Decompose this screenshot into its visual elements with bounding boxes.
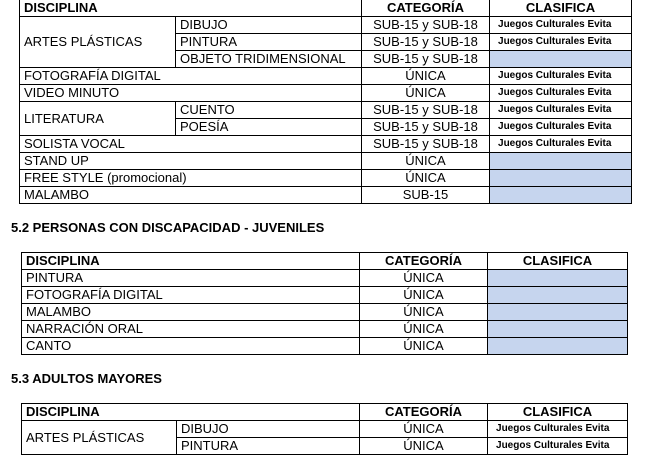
categoria-cell: SUB-15 y SUB-18 [362, 34, 490, 51]
discipline-artes-plasticas: ARTES PLÁSTICAS [20, 17, 176, 68]
discipline-name: FOTOGRAFÍA DIGITAL [22, 287, 360, 304]
table-row [20, 170, 632, 187]
clasifica-cell: Juegos Culturales Evita [490, 119, 632, 136]
categoria-cell: ÚNICA [360, 338, 488, 355]
table-juveniles [19, 0, 632, 204]
clasifica-cell: Juegos Culturales Evita [490, 17, 632, 34]
categoria-cell: SUB-15 y SUB-18 [362, 119, 490, 136]
clasifica-cell-empty [488, 321, 628, 338]
categoria-cell: ÚNICA [360, 287, 488, 304]
clasifica-cell-empty [488, 270, 628, 287]
sub-discipline: OBJETO TRIDIMENSIONAL [176, 51, 362, 68]
table-row [20, 136, 632, 153]
clasifica-cell-empty [488, 304, 628, 321]
categoria-cell: ÚNICA [360, 304, 488, 321]
header-clasifica: CLASIFICA [488, 404, 628, 421]
table-row [22, 287, 628, 304]
categoria-cell: SUB-15 y SUB-18 [362, 102, 490, 119]
clasifica-cell: Juegos Culturales Evita [488, 438, 628, 455]
table-row [22, 421, 628, 438]
categoria-cell: SUB-15 y SUB-18 [362, 51, 490, 68]
sub-discipline: POESÍA [176, 119, 362, 136]
section-title-discapacidad: 5.2 PERSONAS CON DISCAPACIDAD - JUVENILES [11, 220, 325, 235]
clasifica-cell-empty [488, 287, 628, 304]
discipline-name: MALAMBO [22, 304, 360, 321]
header-disciplina: DISCIPLINA [20, 0, 362, 17]
table-row [20, 187, 632, 204]
clasifica-cell: Juegos Culturales Evita [490, 34, 632, 51]
table-row [22, 304, 628, 321]
clasifica-cell-empty [490, 170, 632, 187]
discipline-name: SOLISTA VOCAL [20, 136, 362, 153]
categoria-cell: ÚNICA [362, 153, 490, 170]
sub-discipline: PINTURA [177, 438, 360, 455]
table-row [22, 321, 628, 338]
discipline-name: PINTURA [22, 270, 360, 287]
header-clasifica: CLASIFICA [488, 253, 628, 270]
table-row [20, 102, 632, 119]
sub-discipline: DIBUJO [177, 421, 360, 438]
clasifica-cell-empty [488, 338, 628, 355]
discipline-name: STAND UP [20, 153, 362, 170]
header-clasifica: CLASIFICA [490, 0, 632, 17]
discipline-name: MALAMBO [20, 187, 362, 204]
categoria-cell: SUB-15 y SUB-18 [362, 17, 490, 34]
categoria-cell: ÚNICA [360, 438, 488, 455]
table-row [22, 270, 628, 287]
table-adultos-mayores [21, 403, 628, 455]
clasifica-cell: Juegos Culturales Evita [488, 421, 628, 438]
categoria-cell: ÚNICA [362, 68, 490, 85]
categoria-cell: ÚNICA [360, 270, 488, 287]
header-disciplina: DISCIPLINA [22, 253, 360, 270]
table-row [20, 85, 632, 102]
table-row [22, 338, 628, 355]
categoria-cell: ÚNICA [362, 170, 490, 187]
header-categoria: CATEGORÍA [362, 0, 490, 17]
header-disciplina: DISCIPLINA [22, 404, 360, 421]
table-row [20, 68, 632, 85]
sub-discipline: DIBUJO [176, 17, 362, 34]
discipline-name: FREE STYLE (promocional) [20, 170, 362, 187]
table-row [20, 153, 632, 170]
categoria-cell: ÚNICA [362, 85, 490, 102]
sub-discipline: PINTURA [176, 34, 362, 51]
clasifica-cell: Juegos Culturales Evita [490, 68, 632, 85]
discipline-artes-plasticas: ARTES PLÁSTICAS [22, 421, 177, 455]
header-categoria: CATEGORÍA [360, 253, 488, 270]
table-header-row [20, 0, 632, 17]
discipline-name: CANTO [22, 338, 360, 355]
clasifica-cell-empty [490, 51, 632, 68]
table-discapacidad [21, 252, 628, 355]
categoria-cell: SUB-15 y SUB-18 [362, 136, 490, 153]
section-title-adultos-mayores: 5.3 ADULTOS MAYORES [11, 371, 162, 386]
sub-discipline: CUENTO [176, 102, 362, 119]
clasifica-cell-empty [490, 153, 632, 170]
clasifica-cell: Juegos Culturales Evita [490, 85, 632, 102]
categoria-cell: ÚNICA [360, 321, 488, 338]
clasifica-cell: Juegos Culturales Evita [490, 136, 632, 153]
discipline-name: NARRACIÓN ORAL [22, 321, 360, 338]
table-header-row [22, 404, 628, 421]
categoria-cell: ÚNICA [360, 421, 488, 438]
discipline-literatura: LITERATURA [20, 102, 176, 136]
clasifica-cell-empty [490, 187, 632, 204]
categoria-cell: SUB-15 [362, 187, 490, 204]
clasifica-cell: Juegos Culturales Evita [490, 102, 632, 119]
table-row [20, 17, 632, 34]
table-header-row [22, 253, 628, 270]
discipline-name: FOTOGRAFÍA DIGITAL [20, 68, 362, 85]
header-categoria: CATEGORÍA [360, 404, 488, 421]
discipline-name: VIDEO MINUTO [20, 85, 362, 102]
